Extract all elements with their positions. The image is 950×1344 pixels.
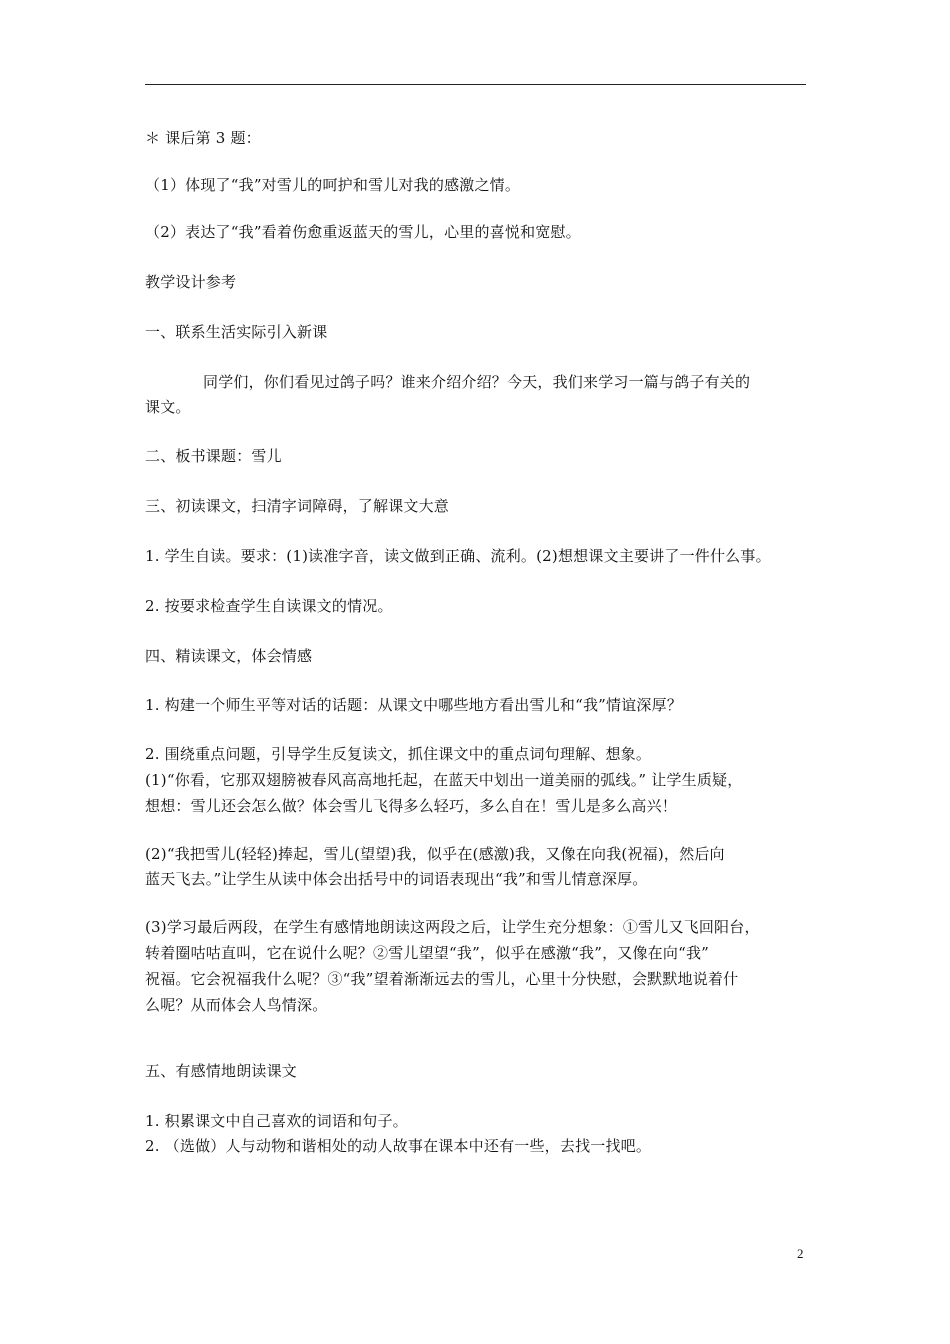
list-item: 2. （选做）人与动物和谐相处的动人故事在课本中还有一些，去找一找吧。 [145, 1137, 652, 1155]
paragraph-line: (1)“你看，它那双翅膀被春风高高地托起，在蓝天中划出一道美丽的弧线。” 让学生质疑， [145, 771, 743, 789]
paragraph-line: 课文。 [145, 398, 191, 416]
text-line: （2）表达了“我”看着伤愈重返蓝天的雪儿，心里的喜悦和宽慰。 [145, 223, 581, 241]
paragraph-line: 想想：雪儿还会怎么做？体会雪儿飞得多么轻巧，多么自在！雪儿是多么高兴！ [145, 797, 678, 815]
section-heading: 三、初读课文，扫清字词障碍，了解课文大意 [145, 497, 450, 515]
section-heading: 四、精读课文，体会情感 [145, 647, 313, 665]
paragraph-line: 同学们，你们看见过鸽子吗？谁来介绍介绍？今天，我们来学习一篇与鸽子有关的 [203, 373, 751, 391]
paragraph-line: (2)“我把雪儿(轻轻)捧起，雪儿(望望)我，似乎在(感激)我，又像在向我(祝福)，然后向 [145, 845, 725, 863]
header-rule [145, 84, 806, 85]
section-heading: 一、联系生活实际引入新课 [145, 323, 328, 341]
section-heading: 教学设计参考 [145, 273, 237, 291]
page-number: 2 [797, 1246, 804, 1261]
list-item: 1. 构建一个师生平等对话的话题：从课文中哪些地方看出雪儿和“我”情谊深厚？ [145, 696, 683, 714]
paragraph-line: 转着圈咕咕直叫，它在说什么呢？②雪儿望望“我”，似乎在感激“我”，又像在向“我” [145, 944, 710, 962]
paragraph-line: (3)学习最后两段，在学生有感情地朗读这两段之后，让学生充分想象：①雪儿又飞回阳台， [145, 918, 760, 936]
paragraph-line: 么呢？从而体会人鸟情深。 [145, 996, 328, 1014]
text-line: ＊ 课后第 3 题： [145, 129, 261, 147]
section-heading: 二、板书课题：雪儿 [145, 447, 282, 465]
list-item: 2. 围绕重点问题，引导学生反复读文，抓住课文中的重点词句理解、想象。 [145, 745, 652, 763]
list-item: 1. 积累课文中自己喜欢的词语和句子。 [145, 1112, 408, 1130]
paragraph-line: 蓝天飞去。”让学生从读中体会出括号中的词语表现出“我”和雪儿情意深厚。 [145, 870, 648, 888]
section-heading: 五、有感情地朗读课文 [145, 1062, 298, 1080]
list-item: 2. 按要求检查学生自读课文的情况。 [145, 597, 393, 615]
list-item: 1. 学生自读。要求：(1)读准字音，读文做到正确、流利。(2)想想课文主要讲了一件什么事。 [145, 547, 771, 565]
text-line: （1）体现了“我”对雪儿的呵护和雪儿对我的感激之情。 [145, 176, 521, 194]
paragraph-line: 祝福。它会祝福我什么呢？③“我”望着渐渐远去的雪儿，心里十分快慰，会默默地说着什 [145, 970, 739, 988]
